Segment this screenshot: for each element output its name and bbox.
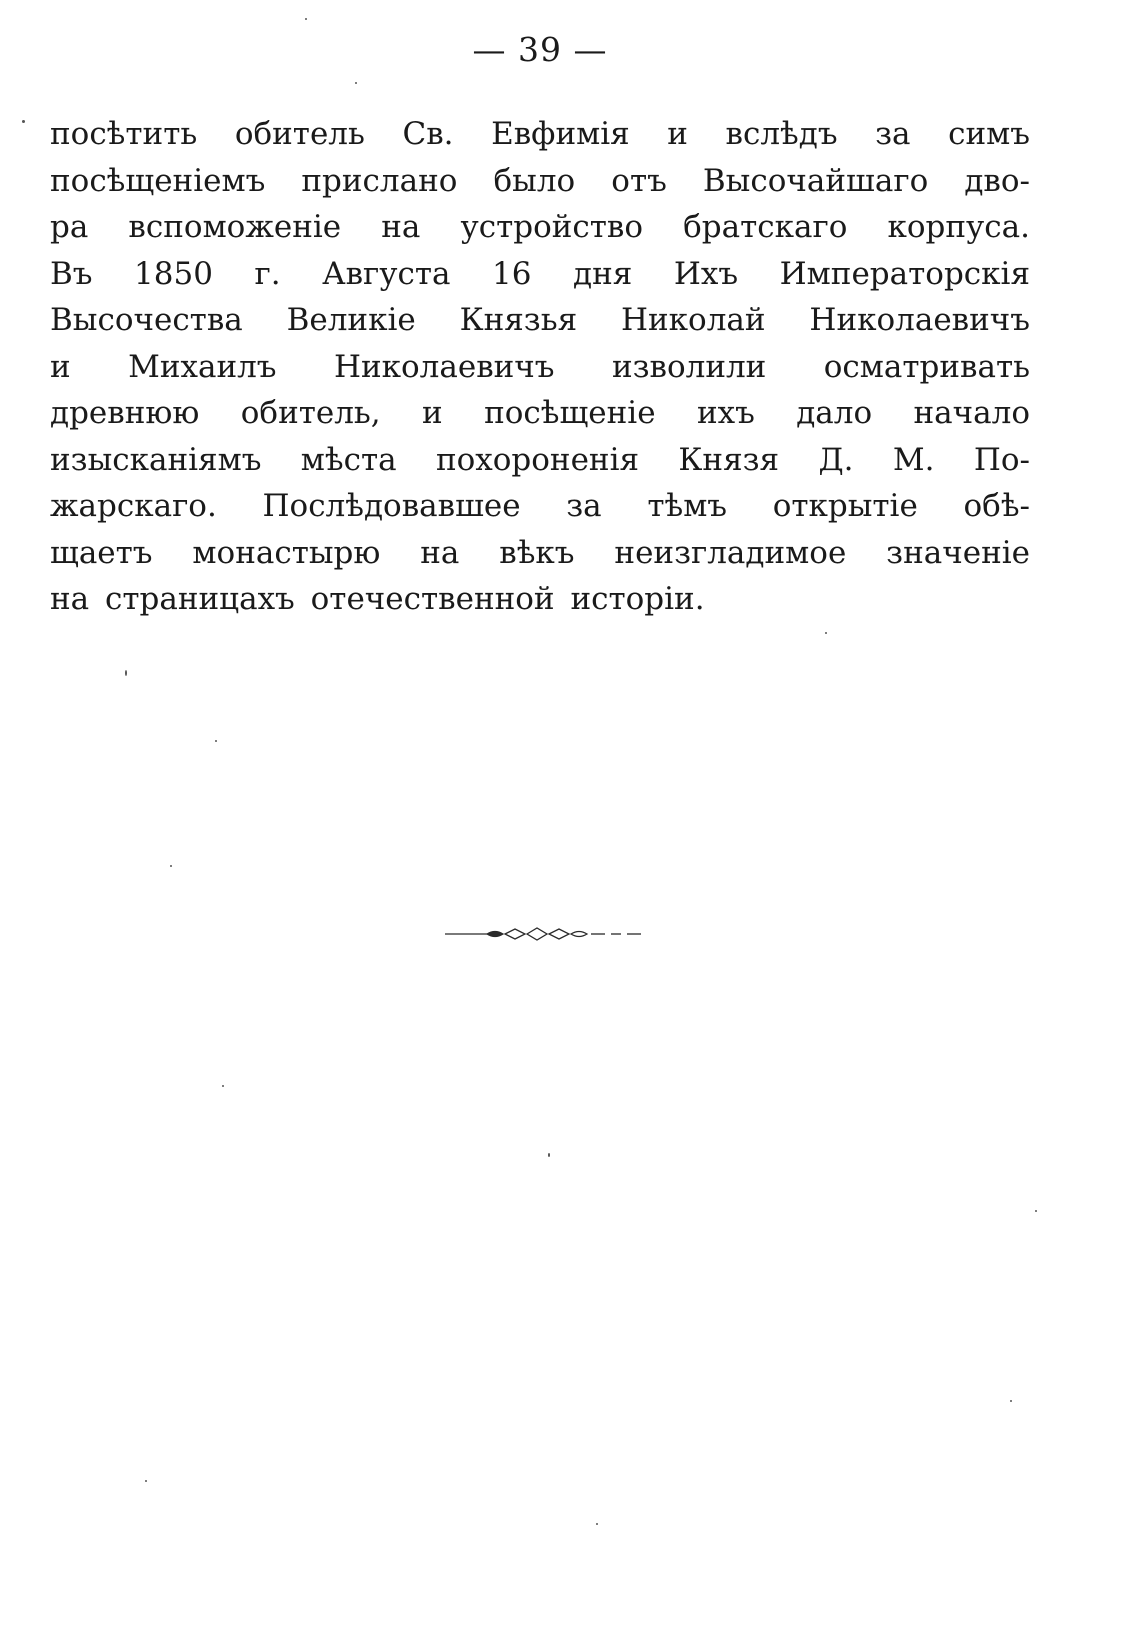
scan-speck (825, 632, 827, 634)
text-line: ра вспоможеніе на устройство братскаго корпуса. (50, 209, 1030, 245)
text-line: древнюю обитель, и посѣщеніе ихъ дало начало (50, 395, 1030, 431)
body-paragraph (50, 111, 1030, 623)
page-number: — 39 — (472, 30, 608, 69)
scan-speck (215, 740, 217, 742)
scan-speck (125, 670, 127, 676)
scan-speck (596, 1523, 598, 1525)
text-line: жарскаго. Послѣдовавшее за тѣмъ открытіе обѣ- (50, 488, 1030, 524)
text-line: и Михаилъ Николаевичъ изволили осматривать (50, 348, 1030, 385)
text-line: Въ 1850 г. Августа 16 дня Ихъ Императорскія (50, 255, 1030, 292)
text-line: на страницахъ отечественной исторіи. (50, 581, 705, 617)
scan-speck (22, 120, 25, 123)
text-line: изысканіямъ мѣста похороненія Князя Д. М. По- (50, 441, 1030, 478)
scan-speck (145, 1480, 147, 1482)
text-line: Высочества Великіе Князья Николай Николаевичъ (50, 302, 1030, 338)
scan-speck (1010, 1400, 1012, 1402)
scan-speck (355, 82, 357, 84)
scan-speck (1035, 1210, 1037, 1212)
scan-speck (305, 18, 307, 20)
scan-speck (548, 1153, 550, 1157)
text-line: посѣтить обитель Св. Евфимія и вслѣдъ за симъ (50, 116, 1030, 152)
scan-speck (222, 1085, 224, 1087)
tailpiece-ornament-icon (445, 924, 645, 944)
text-line: посѣщеніемъ прислано было отъ Высочайшаго дво- (50, 162, 1030, 199)
scan-speck (170, 865, 172, 867)
text-line: щаетъ монастырю на вѣкъ неизгладимое значеніе (50, 534, 1030, 571)
